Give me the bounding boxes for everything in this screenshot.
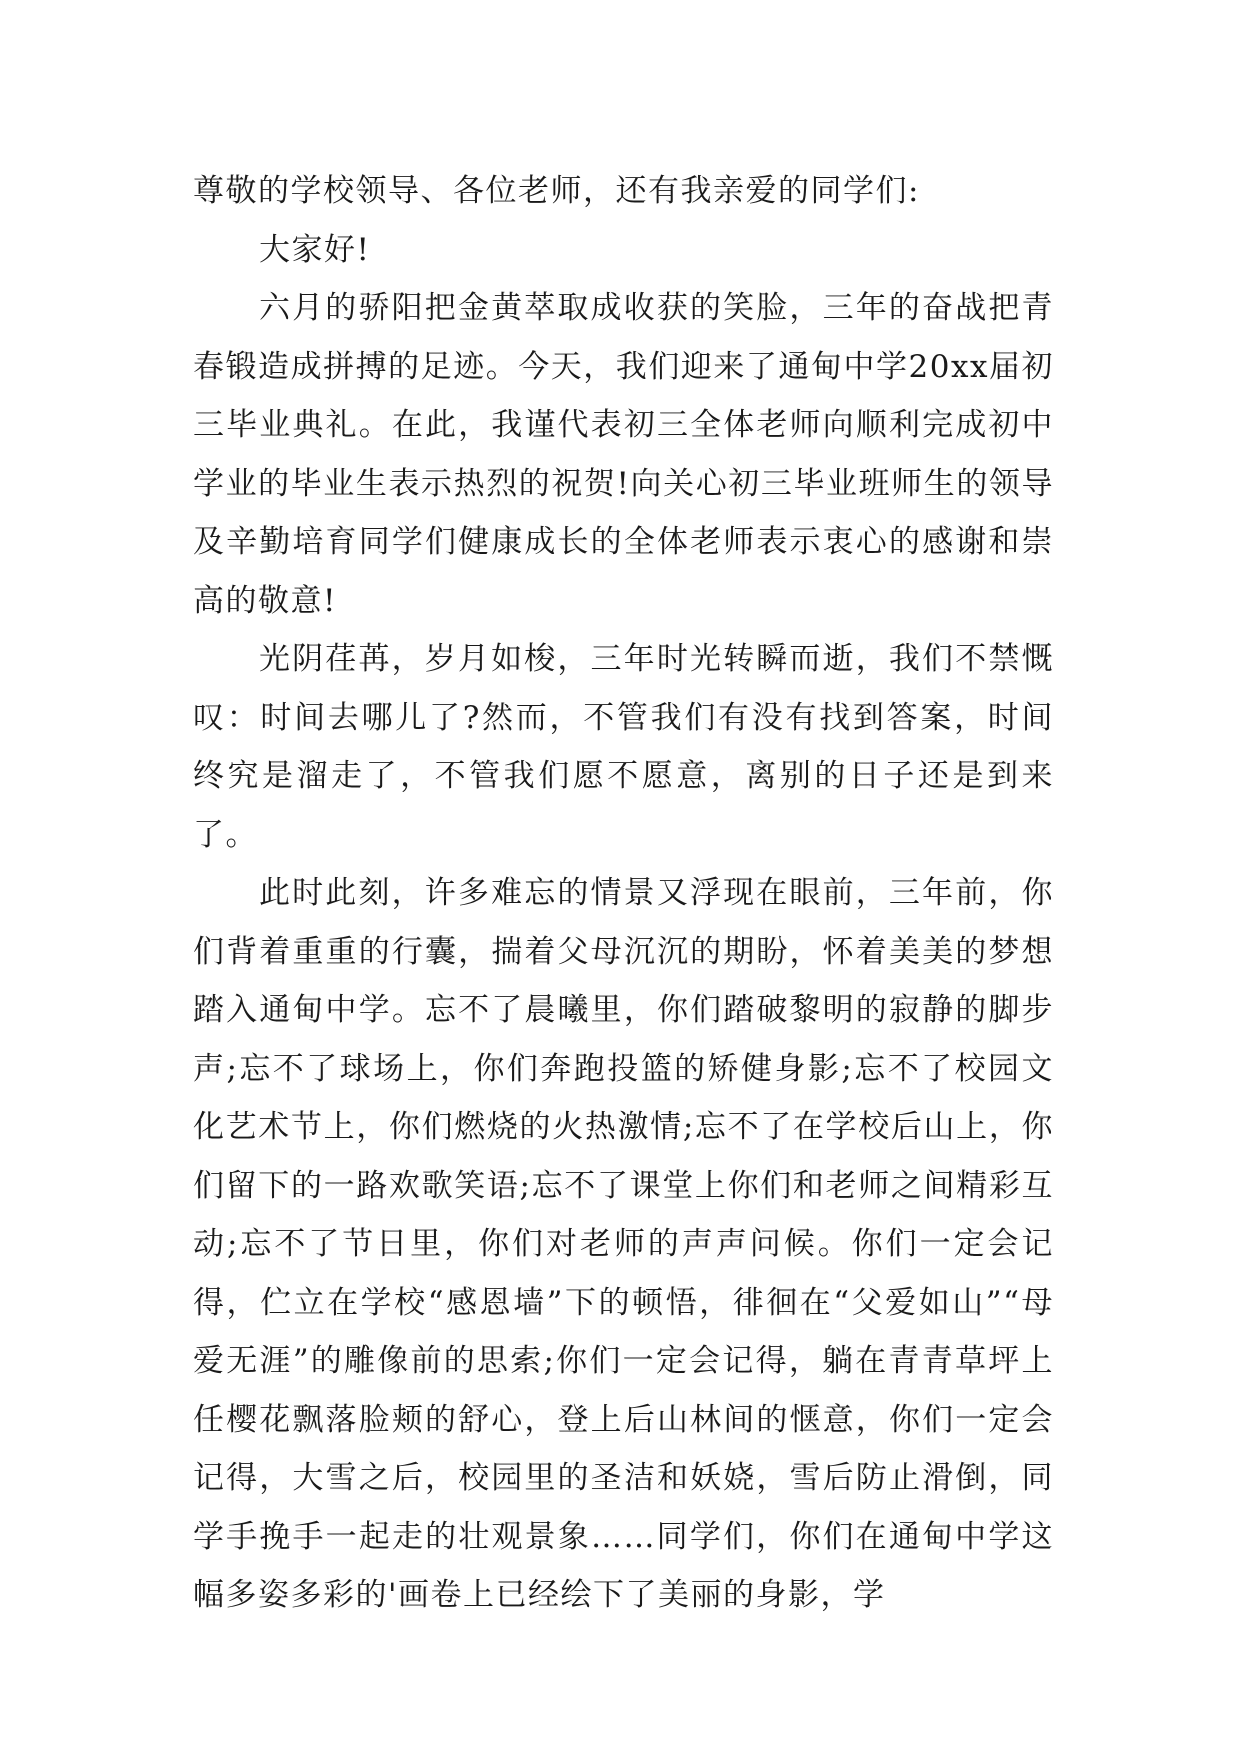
salutation: 尊敬的学校领导、各位老师，还有我亲爱的同学们:	[193, 173, 920, 209]
paragraph-time-passing: 光阴荏苒，岁月如梭，三年时光转瞬而逝，我们不禁慨叹：时间去哪儿了?然而，不管我们有没有找到答案，时间终究是溜走了，不管我们愿不愿意，离别的日子还是到来了。	[193, 641, 1054, 853]
document-body	[193, 162, 1054, 1625]
greeting: 大家好!	[259, 231, 371, 268]
paragraph-congratulations: 六月的骄阳把金黄萃取成收获的笑脸，三年的奋战把青春锻造成拼搏的足迹。今天，我们迎来了通甸中学20xx届初三毕业典礼。在此，我谨代表初三全体老师向顺利完成初中学业的毕业生表示热烈的祝贺!向关心初三毕业班师生的领导及辛勤培育同学们健康成长的全体老师表示衷心的感谢和崇高的敬意!	[193, 290, 1054, 619]
paragraph-memories: 此时此刻，许多难忘的情景又浮现在眼前，三年前，你们背着重重的行囊，揣着父母沉沉的期盼，怀着美美的梦想踏入通甸中学。忘不了晨曦里，你们踏破黎明的寂静的脚步声;忘不了球场上，你们奔跑投篮的矫健身影;忘不了校园文化艺术节上，你们燃烧的火热激情;忘不了在学校后山上，你们留下的一路欢歌笑语;忘不了课堂上你们和老师之间精彩互动;忘不了节日里，你们对老师的声声问候。你们一定会记得，伫立在学校“感恩墙”下的顿悟，徘徊在“父爱如山”“母爱无涯”的雕像前的思索;你们一定会记得，躺在青青草坪上任樱花飘落脸颊的舒心，登上后山林间的惬意，你们一定会记得，大雪之后，校园里的圣洁和妖娆，雪后防止滑倒，同学手挽手一起走的壮观景象……同学们，你们在通甸中学这幅多姿多彩的'画卷上已经绘下了美丽的身影，学	[193, 875, 1054, 1613]
